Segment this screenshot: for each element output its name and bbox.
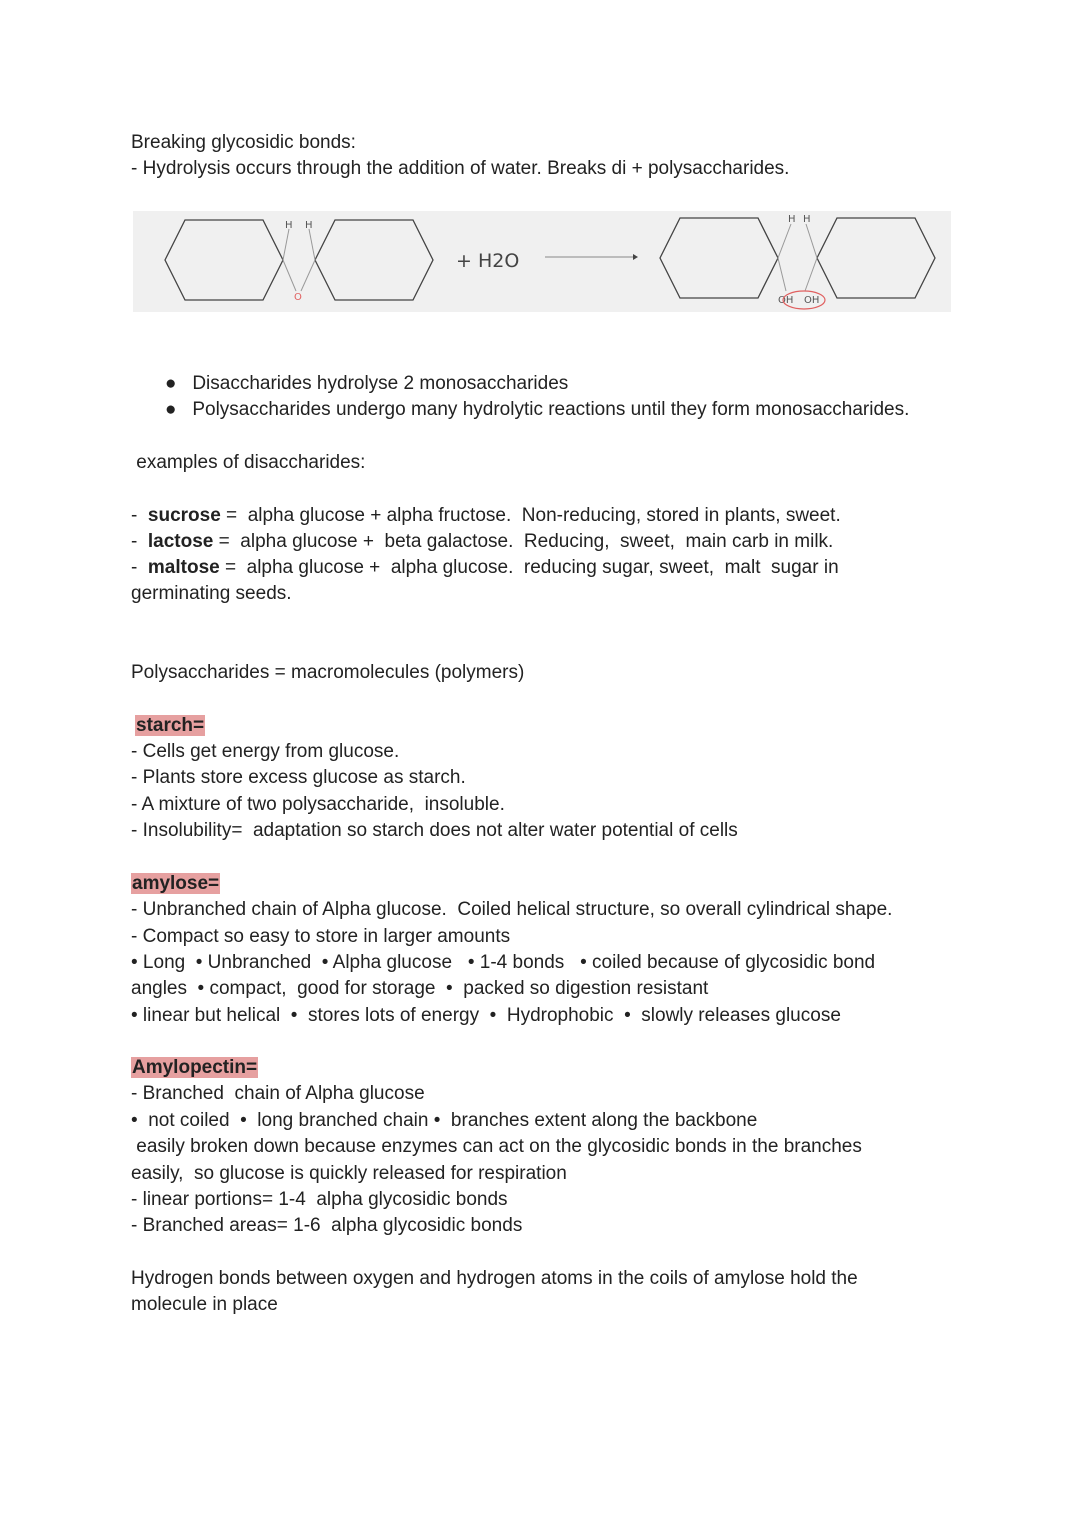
examples-title: examples of disaccharides: [131,452,366,473]
hydrolysis-diagram [133,211,951,312]
hydrolysis-text: - Hydrolysis occurs through the addition of water. Breaks di + polysaccharides. [131,158,790,179]
polysaccharides-def: Polysaccharides = macromolecules (polymers) [131,662,525,683]
amylose-heading: amylose= [132,873,220,894]
example-desc: = alpha glucose + alpha fructose. Non-reducing, stored in plants, sweet. [220,505,841,526]
amylose-line: • Long • Unbranched • Alpha glucose • 1-4 bonds • coiled because of glycosidic bond [131,952,876,973]
starch-line: - Cells get energy from glucose. [131,741,400,762]
plus-water: + H2O [456,250,520,272]
example-lactose: - lactose = alpha glucose + beta galactose. Reducing, sweet, main carb in milk. [131,531,834,552]
starch-line: - A mixture of two polysaccharide, insoluble. [131,794,505,815]
amylose-line: - Unbranched chain of Alpha glucose. Coiled helical structure, so overall cylindrical shape. [131,899,893,920]
label-h: H [803,214,811,225]
label-h: H [285,220,293,231]
starch-heading-row [135,714,205,738]
amylopectin-line: easily broken down because enzymes can act on the glycosidic bonds in the branches [131,1136,862,1157]
amylose-heading-row [131,872,220,896]
amylose-line: angles • compact, good for storage • packed so digestion resistant [131,978,709,999]
starch-heading: starch= [136,715,205,736]
example-desc: = alpha glucose + alpha glucose. reducing sugar, sweet, malt sugar in [219,557,839,578]
label-h: H [788,214,796,225]
amylopectin-heading-row [131,1056,258,1080]
hydrolysis-svg [133,211,951,312]
bullet-icon: ● [165,399,177,420]
arrow-head-icon [633,254,638,260]
example-desc: = alpha glucose + beta galactose. Reducing, sweet, main carb in milk. [213,531,834,552]
glucose-ring-4 [817,218,935,298]
label-oh: OH [778,295,794,306]
heading: Breaking glycosidic bonds: [131,132,356,153]
final-line: Hydrogen bonds between oxygen and hydrogen atoms in the coils of amylose hold the [131,1268,858,1289]
amylopectin-line: - linear portions= 1-4 alpha glycosidic bonds [131,1189,508,1210]
bullet-item [165,372,568,396]
glucose-ring-2 [315,220,433,300]
amylopectin-line: - Branched areas= 1-6 alpha glycosidic bonds [131,1215,523,1236]
label-oh: OH [804,295,820,306]
example-name: sucrose [147,505,221,526]
label-o: O [294,292,302,303]
amylopectin-heading: Amylopectin= [132,1057,258,1078]
glucose-ring-3 [660,218,778,298]
amylopectin-line: • not coiled • long branched chain • branches extent along the backbone [131,1110,758,1131]
final-line: molecule in place [131,1294,278,1315]
starch-line: - Plants store excess glucose as starch. [131,767,466,788]
amylopectin-line: easily, so glucose is quickly released for respiration [131,1163,567,1184]
example-name: lactose [147,531,214,552]
example-sucrose: - sucrose = alpha glucose + alpha fructose. Non-reducing, stored in plants, sweet. [131,505,841,526]
amylose-line: • linear but helical • stores lots of energy • Hydrophobic • slowly releases glucose [131,1005,841,1026]
bullet-text: Disaccharides hydrolyse 2 monosaccharides [192,373,569,394]
example-maltose: - maltose = alpha glucose + alpha glucose. reducing sugar, sweet, malt sugar in [131,557,839,578]
amylopectin-line: - Branched chain of Alpha glucose [131,1083,425,1104]
bullet-icon: ● [165,373,177,394]
label-h: H [305,220,313,231]
starch-line: - Insolubility= adaptation so starch does not alter water potential of cells [131,820,738,841]
glucose-ring-1 [165,220,283,300]
amylose-line: - Compact so easy to store in larger amounts [131,926,511,947]
example-cont: germinating seeds. [131,583,292,604]
example-name: maltose [147,557,220,578]
bullet-text: Polysaccharides undergo many hydrolytic reactions until they form monosaccharides. [192,399,910,420]
bullet-item [165,398,909,422]
